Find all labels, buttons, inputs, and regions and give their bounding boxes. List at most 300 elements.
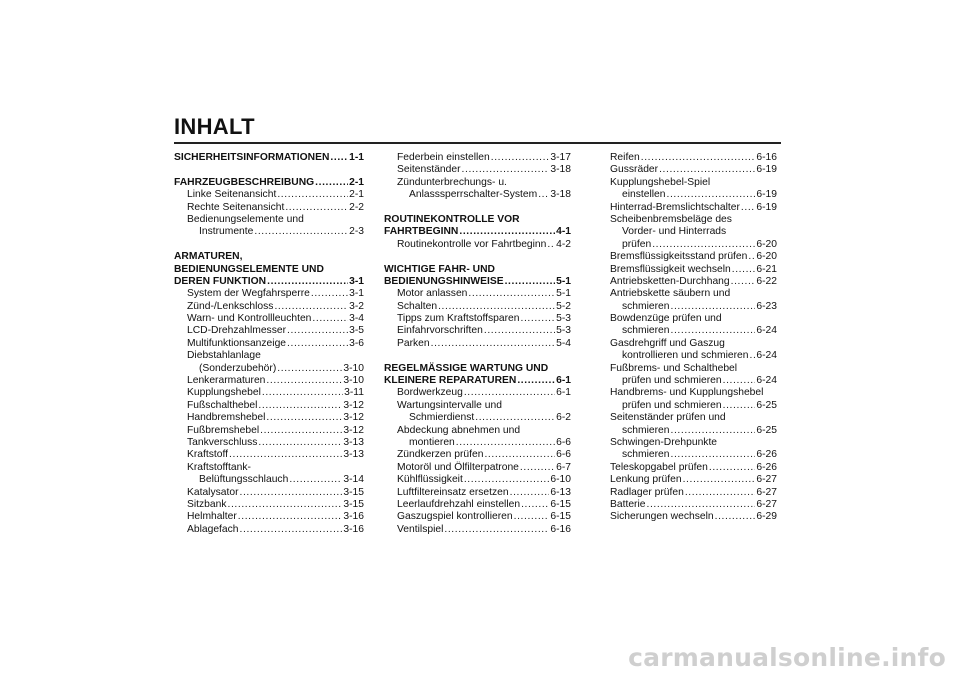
toc-entry-title: Helmhalter (187, 511, 237, 523)
toc-entry-title: Belüftungsschlauch (199, 474, 289, 486)
toc-entry (174, 202, 364, 214)
toc-dot-leader (464, 474, 550, 486)
toc-dot-leader (285, 202, 348, 214)
toc-page-number: 6-6 (556, 449, 571, 461)
toc-entry (597, 412, 777, 424)
toc-page-number: 2-3 (349, 226, 364, 238)
toc-dot-leader (641, 152, 756, 164)
toc-entry-title: DEREN FUNKTION (174, 275, 267, 287)
toc-entry-title: Parken (397, 337, 430, 349)
toc-dot-leader (659, 164, 755, 176)
toc-dot-leader (671, 325, 756, 337)
toc-entry (597, 239, 777, 251)
toc-entry-title: Vorder- und Hinterrads (622, 226, 727, 238)
toc-entry-title: Bowdenzüge prüfen und (610, 313, 722, 325)
toc-dot-leader (260, 425, 342, 437)
toc-dot-leader (456, 437, 555, 449)
toc-section-heading (174, 276, 364, 288)
toc-entry-title: Warn- und Kontrollleuchten (187, 313, 312, 325)
toc-entry-title: (Sonderzubehör) (199, 362, 277, 374)
toc-dot-leader (462, 164, 550, 176)
toc-entry-title: Motor anlassen (397, 288, 468, 300)
toc-entry-title: prüfen (622, 238, 652, 250)
toc-entry (174, 487, 364, 499)
toc-entry-title: SICHERHEITSINFORMATIONEN (174, 152, 330, 163)
toc-dot-leader (538, 189, 549, 201)
toc-spacer (174, 239, 364, 251)
toc-dot-leader (312, 313, 348, 325)
toc-page-number: 6-19 (756, 189, 777, 201)
toc-dot-leader (438, 301, 555, 313)
toc-section-heading (384, 363, 571, 375)
toc-dot-leader (652, 239, 755, 251)
toc-entry (174, 462, 364, 474)
toc-entry (174, 189, 364, 201)
toc-dot-leader (514, 511, 550, 523)
toc-dot-leader (484, 449, 555, 461)
toc-entry-title: Linke Seitenansicht (187, 189, 277, 201)
toc-page-number: 6-1 (556, 387, 571, 399)
toc-dot-leader (671, 449, 756, 461)
toc-entry-title: schmieren (622, 424, 670, 436)
toc-dot-leader (750, 350, 756, 362)
toc-entry-title: ROUTINEKONTROLLE VOR (384, 213, 520, 225)
toc-entry-title: KLEINERE REPARATUREN (384, 375, 517, 387)
toc-page-number: 3-16 (343, 523, 364, 535)
page-title: INHALT (174, 114, 255, 139)
toc-entry (384, 189, 571, 201)
toc-page-number: 5-2 (556, 300, 571, 312)
toc-page-number: 6-26 (756, 449, 777, 461)
toc-dot-leader (505, 276, 556, 288)
toc-dot-leader (723, 375, 756, 387)
toc-dot-leader (647, 499, 756, 511)
toc-entry (174, 437, 364, 449)
toc-dot-leader (266, 412, 342, 424)
toc-page-number: 3-10 (343, 362, 364, 374)
toc-entry-title: schmieren (622, 300, 670, 312)
toc-page-number: 6-20 (756, 251, 777, 263)
toc-section-heading (174, 264, 364, 276)
toc-entry-title: montieren (409, 436, 455, 448)
toc-entry (384, 462, 571, 474)
toc-entry (174, 524, 364, 536)
toc-page-number: 4-2 (556, 238, 571, 250)
toc-page-number: 3-17 (550, 152, 571, 163)
toc-dot-leader (228, 499, 343, 511)
toc-entry (384, 164, 571, 176)
toc-page-number: 1-1 (349, 152, 364, 163)
toc-page-number: 2-2 (349, 201, 364, 213)
toc-entry (174, 313, 364, 325)
toc-entry-title: Zündunterbrechungs- u. (397, 176, 507, 188)
toc-entry (384, 412, 571, 424)
toc-entry-title: Einfahrvorschriften (397, 325, 483, 337)
toc-entry-title: Kupplungshebel (187, 387, 261, 399)
toc-section-heading (174, 177, 364, 189)
toc-entry-title: prüfen und schmieren (622, 375, 722, 387)
toc-entry-title: Bedienungselemente und (187, 213, 304, 225)
toc-entry-title: Bordwerkzeug (397, 387, 463, 399)
toc-entry-title: Tipps zum Kraftstoffsparen (397, 313, 520, 325)
toc-entry (597, 152, 777, 164)
toc-entry-title: Kupplungshebel-Spiel (610, 176, 711, 188)
toc-page-number: 6-1 (556, 375, 571, 387)
toc-entry-title: Fußbremshebel (187, 424, 260, 436)
toc-entry-title: Gaszugspiel kontrollieren (397, 511, 513, 523)
toc-entry (174, 511, 364, 523)
toc-entry-title: Routinekontrolle vor Fahrtbeginn (397, 238, 547, 250)
toc-entry-title: Lenkung prüfen (610, 474, 682, 486)
toc-dot-leader (238, 511, 343, 523)
toc-spacer (384, 202, 571, 214)
toc-entry (384, 325, 571, 337)
toc-entry (597, 214, 777, 226)
toc-entry-title: Luftfiltereinsatz ersetzen (397, 486, 509, 498)
toc-section-heading (384, 276, 571, 288)
toc-page-number: 3-14 (343, 474, 364, 486)
toc-entry (597, 313, 777, 325)
toc-page-number: 6-27 (756, 498, 777, 510)
toc-page-number: 3-10 (343, 375, 364, 387)
toc-entry (384, 177, 571, 189)
toc-dot-leader (459, 226, 555, 238)
toc-entry (384, 437, 571, 449)
toc-entry (597, 487, 777, 499)
toc-page-number: 6-15 (550, 498, 571, 510)
toc-page-number: 6-19 (756, 164, 777, 176)
toc-page-number: 6-26 (756, 461, 777, 473)
toc-column-1 (174, 152, 364, 536)
toc-entry-title: prüfen und schmieren (622, 399, 722, 411)
toc-entry (597, 164, 777, 176)
toc-dot-leader (685, 487, 756, 499)
toc-page-number: 6-19 (756, 201, 777, 213)
toc-entry (597, 474, 777, 486)
toc-page-number: 6-24 (756, 325, 777, 337)
toc-entry (174, 425, 364, 437)
toc-entry (174, 412, 364, 424)
toc-entry (597, 511, 777, 523)
toc-dot-leader (229, 449, 342, 461)
toc-dot-leader (266, 375, 342, 387)
toc-entry-title: Federbein einstellen (397, 152, 490, 163)
toc-dot-leader (287, 338, 348, 350)
toc-entry-title: Antriebskette säubern und (610, 288, 731, 300)
toc-dot-leader (520, 462, 555, 474)
toc-entry (597, 177, 777, 189)
toc-dot-leader (491, 152, 550, 164)
toc-entry-title: Fußschalthebel (187, 399, 258, 411)
toc-entry (174, 400, 364, 412)
toc-entry-title: Anlasssperrschalter-System (409, 189, 538, 201)
toc-entry (174, 499, 364, 511)
toc-page-number: 6-15 (550, 511, 571, 523)
toc-dot-leader (667, 189, 756, 201)
toc-entry (597, 251, 777, 263)
toc-page-number: 6-29 (756, 511, 777, 523)
toc-page-number: 3-5 (349, 325, 364, 337)
toc-dot-leader (683, 474, 756, 486)
toc-entry-title: Scheibenbremsbeläge des (610, 213, 732, 225)
toc-entry-title: Katalysator (187, 486, 239, 498)
toc-entry (174, 350, 364, 362)
toc-entry (597, 425, 777, 437)
toc-page-number: 5-3 (556, 313, 571, 325)
toc-entry (174, 375, 364, 387)
toc-entry (597, 338, 777, 350)
toc-entry-title: Schmierdienst (409, 412, 475, 424)
toc-dot-leader (547, 239, 555, 251)
toc-page-number: 6-25 (756, 424, 777, 436)
toc-entry (384, 288, 571, 300)
toc-entry (384, 449, 571, 461)
toc-entry-title: Batterie (610, 498, 646, 510)
toc-entry (597, 350, 777, 362)
toc-entry-title: FAHRZEUGBESCHREIBUNG (174, 176, 315, 188)
toc-entry (384, 400, 571, 412)
toc-entry (597, 363, 777, 375)
toc-dot-leader (510, 487, 550, 499)
toc-entry-title: REGELMÄSSIGE WARTUNG UND (384, 362, 549, 374)
toc-entry-title: Gussräder (610, 164, 659, 176)
toc-dot-leader (311, 288, 348, 300)
toc-entry-title: Gasdrehgriff und Gaszug (610, 337, 725, 349)
toc-entry-title: Sicherungen wechseln (610, 511, 714, 523)
toc-entry-title: Kühlflüssigkeit (397, 474, 463, 486)
toc-entry (597, 499, 777, 511)
toc-page-number: 3-11 (344, 387, 364, 399)
toc-page-number: 3-1 (349, 275, 364, 287)
toc-entry (597, 202, 777, 214)
toc-entry (597, 437, 777, 449)
toc-entry (384, 425, 571, 437)
toc-page-number: 3-12 (343, 399, 364, 411)
toc-dot-leader (258, 437, 342, 449)
toc-entry-title: Kraftstoff (187, 449, 229, 461)
toc-entry (384, 301, 571, 313)
toc-entry-title: Handbrems- und Kupplungshebel (610, 387, 764, 399)
toc-page-number: 4-1 (556, 226, 571, 238)
toc-entry (384, 239, 571, 251)
toc-dot-leader (464, 387, 555, 399)
toc-dot-leader (715, 511, 756, 523)
toc-dot-leader (258, 400, 342, 412)
toc-entry (384, 511, 571, 523)
toc-page-number: 6-27 (756, 474, 777, 486)
toc-page-number: 6-16 (550, 523, 571, 535)
toc-entry-title: Seitenständer (397, 164, 461, 176)
toc-page-number: 3-15 (343, 498, 364, 510)
toc-entry (174, 338, 364, 350)
toc-entry-title: Antriebsketten-Durchhang (610, 275, 730, 287)
toc-entry-title: Motoröl und Ölfilterpatrone (397, 461, 519, 473)
toc-entry-title: Sitzbank (187, 498, 227, 510)
toc-column-2 (384, 152, 571, 536)
toc-dot-leader (520, 313, 555, 325)
toc-page-number: 3-6 (349, 337, 364, 349)
toc-page-number: 6-24 (756, 350, 777, 362)
toc-page-number: 3-13 (343, 449, 364, 461)
toc-page-number: 2-1 (349, 189, 364, 201)
toc-entry-title: schmieren (622, 449, 670, 461)
toc-entry (174, 363, 364, 375)
toc-entry-title: WICHTIGE FAHR- UND (384, 263, 495, 275)
toc-entry (597, 288, 777, 300)
toc-entry-title: Ablagefach (187, 523, 239, 535)
toc-entry-title: Leerlaufdrehzahl einstellen (397, 498, 521, 510)
toc-page-number: 6-24 (756, 375, 777, 387)
toc-page-number: 3-16 (343, 511, 364, 523)
toc-page-number: 6-27 (756, 486, 777, 498)
toc-entry-title: Instrumente (199, 226, 254, 238)
toc-entry-title: BEDIENUNGSELEMENTE UND (174, 263, 324, 275)
toc-spacer (174, 164, 364, 176)
toc-entry-title: Diebstahlanlage (187, 350, 261, 362)
toc-entry (174, 325, 364, 337)
toc-entry-title: Rechte Seitenansicht (187, 201, 285, 213)
toc-dot-leader (748, 251, 755, 263)
toc-entry-title: Bremsflüssigkeit wechseln (610, 263, 731, 275)
toc-entry (174, 214, 364, 226)
toc-entry-title: Wartungsintervalle und (397, 399, 502, 411)
toc-entry (597, 325, 777, 337)
title-rule (174, 142, 781, 144)
toc-entry-title: Radlager prüfen (610, 486, 684, 498)
toc-entry-title: einstellen (622, 189, 666, 201)
toc-spacer (384, 350, 571, 362)
toc-page-number: 6-16 (756, 152, 777, 163)
watermark-text: carmanualsonline.info (628, 643, 946, 672)
toc-dot-leader (723, 400, 756, 412)
toc-page-number: 3-15 (343, 486, 364, 498)
toc-section-heading (174, 152, 364, 164)
toc-entry-title: Teleskopgabel prüfen (610, 461, 708, 473)
toc-dot-leader (240, 487, 343, 499)
toc-dot-leader (262, 387, 343, 399)
toc-entry-title: BEDIENUNGSHINWEISE (384, 275, 504, 287)
toc-entry-title: Zündkerzen prüfen (397, 449, 484, 461)
toc-entry (174, 226, 364, 238)
toc-section-heading (174, 251, 364, 263)
toc-page-number: 6-20 (756, 238, 777, 250)
toc-entry (597, 387, 777, 399)
toc-entry (597, 400, 777, 412)
toc-entry (384, 387, 571, 399)
toc-dot-leader (709, 462, 756, 474)
toc-entry-title: kontrollieren und schmieren (622, 350, 749, 362)
toc-page-number: 6-21 (756, 263, 777, 275)
toc-entry (384, 313, 571, 325)
toc-page-number: 6-10 (550, 474, 571, 486)
toc-page-number: 5-1 (556, 275, 571, 287)
toc-page-number: 6-2 (556, 412, 571, 424)
toc-section-heading (384, 264, 571, 276)
toc-dot-leader (517, 375, 555, 387)
toc-dot-leader (267, 276, 348, 288)
toc-entry-title: System der Wegfahrsperre (187, 288, 310, 300)
toc-dot-leader (254, 226, 348, 238)
toc-page-number: 2-1 (349, 176, 364, 188)
toc-spacer (384, 251, 571, 263)
toc-page-number: 6-25 (756, 399, 777, 411)
toc-entry (597, 301, 777, 313)
toc-dot-leader (484, 325, 555, 337)
toc-entry (597, 226, 777, 238)
toc-page-number: 5-1 (556, 288, 571, 300)
toc-entry-title: Reifen (610, 152, 640, 163)
toc-section-heading (384, 214, 571, 226)
toc-page-number: 3-18 (550, 164, 571, 176)
toc-entry-title: Lenkerarmaturen (187, 375, 266, 387)
toc-column-3 (597, 152, 777, 524)
toc-section-heading (384, 226, 571, 238)
toc-page-number: 3-12 (343, 424, 364, 436)
toc-page-number: 5-3 (556, 325, 571, 337)
toc-entry (174, 474, 364, 486)
toc-entry-title: Hinterrad-Bremslichtschalter (610, 201, 740, 213)
toc-entry (384, 338, 571, 350)
toc-page-number: 6-13 (550, 486, 571, 498)
toc-entry (384, 474, 571, 486)
toc-dot-leader (444, 524, 549, 536)
toc-dot-leader (240, 524, 343, 536)
toc-page-number: 3-18 (550, 189, 571, 201)
toc-entry-title: Bremsflüssigkeitsstand prüfen (610, 251, 748, 263)
toc-page-number: 6-7 (556, 461, 571, 473)
toc-entry-title: Multifunktionsanzeige (187, 337, 287, 349)
toc-entry (384, 499, 571, 511)
toc-entry-title: Ventilspiel (397, 523, 444, 535)
toc-entry (174, 288, 364, 300)
toc-entry (597, 462, 777, 474)
toc-entry (384, 524, 571, 536)
toc-dot-leader (468, 288, 555, 300)
toc-page-number: 6-23 (756, 300, 777, 312)
toc-entry-title: Schwingen-Drehpunkte (610, 436, 718, 448)
toc-entry (174, 387, 364, 399)
toc-entry-title: Kraftstofftank- (187, 461, 251, 473)
toc-dot-leader (274, 301, 348, 313)
toc-entry (384, 487, 571, 499)
toc-dot-leader (330, 152, 348, 164)
toc-dot-leader (671, 425, 756, 437)
toc-entry (597, 189, 777, 201)
toc-entry (597, 264, 777, 276)
toc-dot-leader (277, 189, 348, 201)
toc-entry-title: Abdeckung abnehmen und (397, 424, 521, 436)
toc-page-number: 6-6 (556, 436, 571, 448)
toc-page-number: 3-1 (349, 288, 364, 300)
toc-dot-leader (671, 301, 756, 313)
toc-entry (174, 301, 364, 313)
toc-dot-leader (289, 474, 342, 486)
toc-dot-leader (287, 325, 348, 337)
toc-entry-title: Tankverschluss (187, 436, 258, 448)
toc-dot-leader (315, 177, 348, 189)
toc-dot-leader (732, 264, 756, 276)
toc-dot-leader (731, 276, 756, 288)
toc-entry-title: ARMATUREN, (174, 251, 243, 263)
toc-page-number: 3-13 (343, 436, 364, 448)
toc-entry-title: Seitenständer prüfen und (610, 412, 726, 424)
toc-entry-title: FAHRTBEGINN (384, 226, 459, 238)
toc-page-number: 3-2 (349, 300, 364, 312)
toc-entry-title: LCD-Drehzahlmesser (187, 325, 286, 337)
toc-dot-leader (521, 499, 549, 511)
toc-entry (384, 152, 571, 164)
toc-page-number: 3-4 (349, 313, 364, 325)
